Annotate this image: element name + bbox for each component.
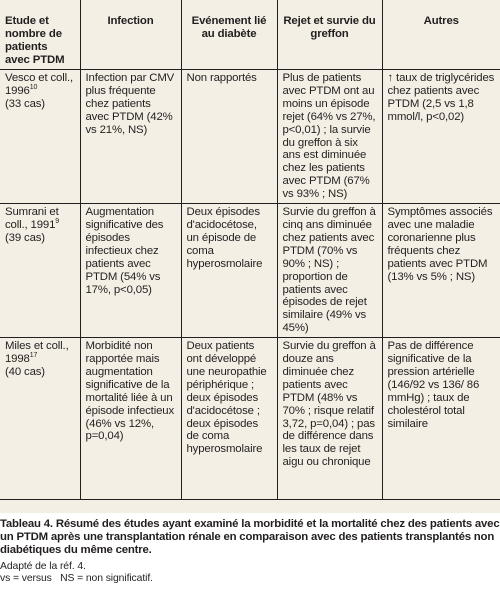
study-ref: 10 (29, 84, 38, 92)
table-row (0, 338, 500, 500)
study-cases: (39 cas) (5, 231, 45, 244)
study-ref: 17 (29, 352, 38, 360)
study-ref: 9 (55, 218, 60, 226)
table-source-note (0, 561, 500, 586)
rejection-cell: Survie du greffon à douze ans diminuée chez patients avec PTDM (48% vs 70% ; risque relatif 3,72, p=0,04) ; pas de différence dans les taux de rejet aigu ou chronique (277, 338, 382, 500)
source-adapted: Adapté de la réf. 4. (0, 561, 86, 572)
diabetes-cell: Non rapportés (181, 70, 277, 204)
diabetes-cell: Deux patients ont développé une neuropathie périphérique ; deux épisodes d'acidocétose ; deux épisodes de coma hyperosmolaire (181, 338, 277, 500)
rejection-cell: Plus de patients avec PTDM ont au moins un épisode rejet (64% vs 27%, p<0,01) ; la survie du greffon à six ans est diminuée chez les patients avec PTDM (67% vs 93% ; NS) (277, 70, 382, 204)
study-cell (0, 70, 80, 204)
other-cell: Pas de différence significative de la pression artérielle (146/92 vs 136/ 86 mmHg) ; taux de cholestérol total similaire (382, 338, 500, 500)
study-cell (0, 338, 80, 500)
study-cases: (40 cas) (5, 365, 45, 378)
table-header-row (0, 0, 500, 70)
other-cell: Symptômes associés avec une maladie coronarienne plus fréquents chez patients avec PTDM (13% vs 5% ; NS) (382, 204, 500, 338)
source-legend: vs = versus NS = non significatif. (0, 573, 153, 585)
header-study: Etude et nombre de patients avec PTDM (0, 0, 80, 70)
study-cell (0, 204, 80, 338)
study-author: Miles et coll., 1998 (5, 340, 69, 366)
diabetes-cell: Deux épisodes d'acidocétose, un épisode de coma hyperosmolaire (181, 204, 277, 338)
table-row (0, 204, 500, 338)
study-author: Sumrani et coll., 1991 (5, 206, 59, 231)
header-rejection-survival: Rejet et survie du greffon (277, 0, 382, 70)
header-other: Autres (382, 0, 500, 70)
other-cell: ↑ taux de triglycérides chez patients avec PTDM (2,5 vs 1,8 mmol/l, p<0,02) (382, 70, 500, 204)
table-caption: Tableau 4. Résumé des études ayant examiné la morbidité et la mortalité chez des patients avec un PTDM après une transplantation rénale en comparaison avec des patients transplantés non diabétiques du même centre. (0, 518, 500, 556)
rejection-cell: Survie du greffon à cinq ans diminuée chez patients avec PTDM (70% vs 90% ; NS) ; proportion de patients avec épisodes de rejet similaire (49% vs 45%) (277, 204, 382, 338)
table-row (0, 70, 500, 204)
header-diabetes-event: Evénement lié au diabète (181, 0, 277, 70)
infection-cell: Infection par CMV plus fréquente chez patients avec PTDM (42% vs 21%, NS) (80, 70, 181, 204)
study-author: Vesco et coll., 1996 (5, 72, 74, 97)
study-cases: (33 cas) (5, 97, 45, 110)
infection-cell: Morbidité non rapportée mais augmentation significative de la mortalité liée à un épisode infectieux (46% vs 12%, p=0,04) (80, 338, 181, 500)
infection-cell: Augmentation significative des épisodes infectieux chez patients avec PTDM (54% vs 17%, p<0,05) (80, 204, 181, 338)
header-infection: Infection (80, 0, 181, 70)
